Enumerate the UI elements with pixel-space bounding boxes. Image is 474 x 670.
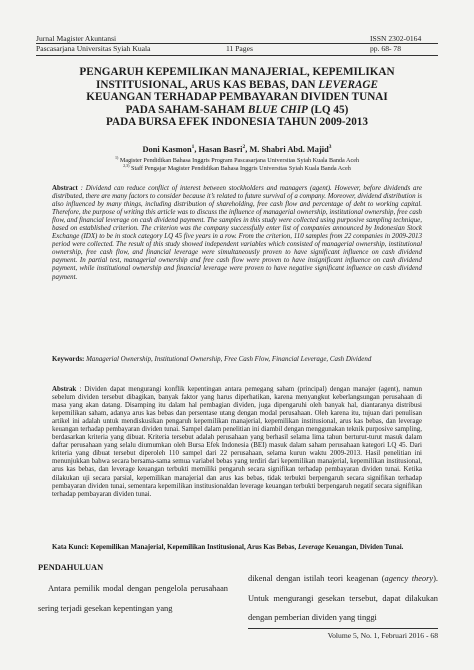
kata-kunci-label: Kata Kunci:: [52, 543, 89, 551]
author-1: Doni Kasmon: [142, 145, 192, 154]
publisher: Pascasarjana Universitas Syiah Kuala: [36, 44, 151, 53]
header-rule-bottom: [36, 55, 438, 56]
title-line-5: PADA BURSA EFEK INDONESIA TAHUN 2009-2013: [105, 116, 368, 129]
section-heading: PENDAHULUAN: [38, 563, 104, 572]
abstract-text: : Dividend can reduce conflict of interest between stockholders and managers (agent). However, before dividends are distributed, there are many factors to consider because it’s related to future survival of a company. Moreover, dividend distribution is also influenced by many things, including distribution of shareholding, free cash flow and percentage of debt to working capital. Therefore, the purpose of writing this article was to discuss the influence of managerial ownership, institutional ownership, free cash flow, and financial leverage on cash dividend payment. The samples in this study were collected using purposive sampling technique, based on established criterion. The criterion was the company successfully enter list of companies announced by Indonesian Stock Exchange (IDX) to be in stock category LQ 45 five years in a row. From the criterion, 110 samples from 22 companies in 2009-2013 period were collected. The result of this study showed independent variables which consisted of managerial ownership, institutional ownership, free cash flow, and financial leverage were simultaneously proven to have significant influence on cash dividend payment. In partial test, managerial ownership and free cash flow were proven to have insignificant influence on cash dividend payment, while institutional ownership and financial leverage were proven to have negative significant influence on cash dividend payment.: [52, 184, 423, 281]
body-column-left: [38, 563, 228, 618]
title-line-1: PENGARUH KEPEMILIKAN MANAJERIAL, KEPEMILIKAN: [79, 66, 395, 78]
title-line-4: PADA SAHAM-SAHAM BLUE CHIP (LQ 45): [125, 103, 349, 116]
page-count: 11 Pages: [226, 44, 253, 53]
affiliation-2: $^{2,3)}$ Staff Pengajar Magister Pendidikan Bahasa Inggris Universitas Syiah Kuala Banda Aceh: [123, 162, 351, 172]
page-footer: Volume 5, No. 1, Februari 2016 - 68: [327, 631, 438, 640]
body-paragraph-right: dikenal dengan istilah teori keagenan (agency theory). Untuk mengurangi gesekan tersebut, dapat dilakukan dengan pemberian dividen yang tinggi: [248, 574, 438, 623]
title-line-3: KEUANGAN TERHADAP PEMBAYARAN DIVIDEN TUNAI: [86, 91, 388, 104]
keywords-label: Keywords:: [52, 355, 85, 363]
journal-name: Jurnal Magister Akuntansi: [36, 34, 117, 43]
body-paragraph-left: Antara pemilik modal dengan pengelola perusahaan sering terjadi gesekan kepentingan yang: [38, 584, 228, 613]
paper-title: [36, 66, 438, 129]
author-list: Doni Kasmon$^1$, Hasan Basri$^2$, M. Shabri Abd. Majid$^3$: [142, 144, 332, 154]
keywords-text: Managerial Ownership, Institutional Ownership, Free Cash Flow, Financial Leverage, Cash Dividend: [84, 355, 372, 363]
author-3: M. Shabri Abd. Majid: [249, 145, 329, 154]
abstrak-text: : Dividen dapat mengurangi konflik kepentingan antara pemegang saham (principal) dengan manajer (agent), namun sebelum dividen tersebut dibagikan, banyak faktor yang harus diperhatikan, karena menyangkut keberlangsungan perusahaan di masa yang akan datang. Disamping itu dalam hal pembagian dividen, juga dipengaruhi oleh banyak hal, diantaranya distribusi kepemilikan saham, adanya arus kas bebas dan persentase utang dengan modal perusahaan. Oleh karena itu, tujuan dari penulisan artikel ini adalah untuk mendiskusikan pengaruh kepemilikan manajerial, kepemilikan institusional, arus kas bebas, dan leverage keuangan terhadap pembayaran dividen tunai. Sampel dalam penelitian ini diambil dengan menggunakan teknik purposive sampling, berdasarkan kriteria yang dibuat. Kriteria tersebut adalah perusahaan yang berhasil selama lima tahun berturut-turut masuk dalam daftar perusahaan yang selalu diumumkan oleh Bursa Efek Indonesia (BEI) masuk dalam saham perusahaan kategori LQ 45. Dari kriteria yang dibuat tersebut diperoleh 110 sampel dari 22 perusahaan, selama kurun waktu 2009-2013. Hasil penelitian ini menunjukkan bahwa secara bersama-sama semua variabel bebas yang terdiri dari kepemilikan manajerial, kepemilikan institusional, arus kas bebas, dan leverage keuangan terbukti memiliki pengaruh secara signifikan terhadap pembayaran dividen tunai. Ketika dilakukan uji secara parsial, kepemilikan manajerial dan arus kas bebas, tidak terbukti berpengaruh secara signifikan terhadap pembayaran dividen tunai, sementara kepemilikan institusionaldan leverage keuangan terbukti berpengaruh negatif secara signifikan terhadap pembayaran dividen tunai.: [52, 385, 422, 498]
abstract-english: [52, 184, 422, 281]
keywords-indonesian: Kata Kunci: Kepemilikan Manajerial, Kepemilikan Institusional, Arus Kas Bebas, Leverage Keuangan, Dividen Tunai.: [52, 543, 404, 551]
page-range: pp. 68- 78: [370, 44, 402, 53]
affiliation-1: $^{1)}$ Magister Pendidikan Bahasa Inggris Program Pascasarjana Universitas Syiah Kuala Banda Aceh: [114, 154, 360, 164]
abstract-label: Abstract: [52, 184, 78, 192]
abstract-indonesian: [52, 385, 422, 498]
keywords-english: [52, 355, 422, 363]
issn: ISSN 2302-0164: [370, 34, 422, 43]
footer-rule: [248, 628, 438, 629]
body-column-right: [248, 569, 438, 628]
title-line-2: INSTITUSIONAL, ARUS KAS BEBAS, DAN LEVERAGE: [96, 78, 378, 91]
author-2: Hasan Basri: [198, 145, 243, 154]
abstrak-label: Abstrak: [52, 385, 77, 393]
